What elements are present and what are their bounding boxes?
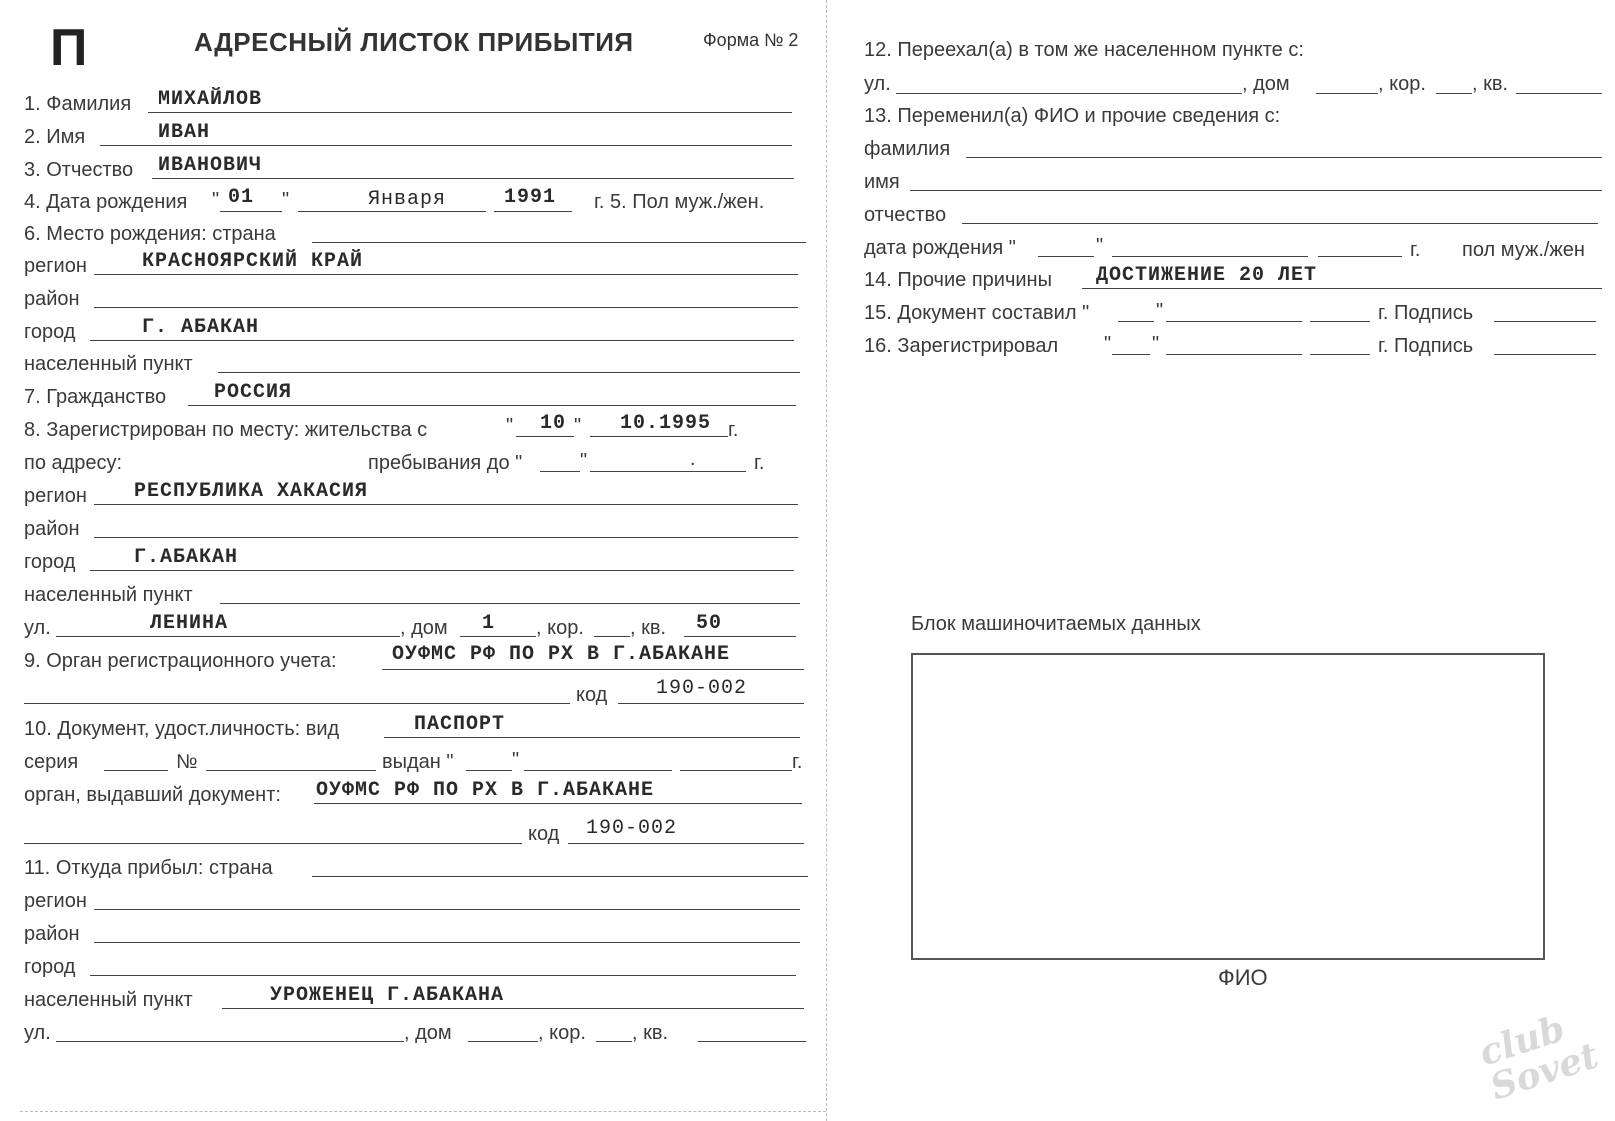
birth-city-value[interactable]: Г. АБАКАН <box>142 316 260 339</box>
arrived-region-label: регион <box>24 890 87 912</box>
arrived-settlement-value[interactable]: УРОЖЕНЕЦ Г.АБАКАНА <box>270 984 505 1007</box>
moved-street-label: ул. <box>864 73 891 95</box>
dob-quote-close: " <box>282 189 290 211</box>
machine-readable-box <box>911 653 1545 960</box>
reg-street-underline <box>56 636 400 637</box>
reg-settlement-label: населенный пункт <box>24 584 193 606</box>
dob-year-value[interactable]: 1991 <box>504 186 557 209</box>
id-issued-year-underline <box>680 770 792 771</box>
changed-dob-year-underline <box>1318 256 1402 257</box>
stay-quote-close: " <box>580 450 588 472</box>
changed-dob-label: дата рождения " <box>864 237 1016 259</box>
patronymic-value[interactable]: ИВАНОВИЧ <box>158 154 263 177</box>
birth-city-underline <box>90 340 794 341</box>
reg-region-value[interactable]: РЕСПУБЛИКА ХАКАСИЯ <box>134 480 369 503</box>
stay-day-underline <box>540 471 580 472</box>
changed-patronymic-underline <box>962 223 1598 224</box>
moved-house-underline <box>1316 93 1378 94</box>
other-reasons-underline <box>1082 288 1602 289</box>
dob-label: 4. Дата рождения <box>24 191 188 213</box>
patronymic-underline <box>152 178 794 179</box>
arrived-settlement-underline <box>222 1008 804 1009</box>
reg-authority-line2 <box>24 703 570 704</box>
reg-house-underline <box>460 636 536 637</box>
id-series-underline <box>104 770 168 771</box>
dob-quote-open: " <box>212 189 220 211</box>
id-issued-label: выдан " <box>382 751 454 773</box>
birth-region-label: регион <box>24 255 87 277</box>
compiled-day-underline <box>1118 321 1154 322</box>
registrar-year-underline <box>1310 354 1370 355</box>
watermark-logo: club Sovet <box>1474 1007 1604 1109</box>
arrived-corp-label: , кор. <box>538 1022 586 1044</box>
arrived-city-underline <box>90 975 796 976</box>
changed-sex-label: пол муж./жен <box>1462 239 1585 261</box>
reg-code-value[interactable]: 190-002 <box>656 677 748 700</box>
dob-day-value[interactable]: 01 <box>228 186 255 209</box>
arrived-settlement-label: населенный пункт <box>24 989 193 1011</box>
arrived-apt-label: , кв. <box>632 1022 669 1044</box>
arrived-district-underline <box>94 942 800 943</box>
arrived-city-label: город <box>24 956 76 978</box>
citizenship-value[interactable]: РОССИЯ <box>214 381 293 404</box>
reg-street-value[interactable]: ЛЕНИНА <box>150 612 229 635</box>
moved-corp-underline <box>1436 93 1472 94</box>
compiled-year-underline <box>1310 321 1370 322</box>
id-organ-label: орган, выдавший документ: <box>24 784 281 806</box>
id-issued-year-suffix: г. <box>792 751 803 773</box>
name-value[interactable]: ИВАН <box>158 121 211 144</box>
reg-corp-label: , кор. <box>536 617 584 639</box>
moved-apt-underline <box>1516 93 1602 94</box>
arrived-region-underline <box>94 909 800 910</box>
id-kind-underline <box>384 737 800 738</box>
fold-line <box>826 0 827 1121</box>
changed-patronymic-label: отчество <box>864 204 947 226</box>
reg-apt-label: , кв. <box>630 617 667 639</box>
compiled-month-underline <box>1166 321 1302 322</box>
registrar-signature-underline[interactable] <box>1494 354 1596 355</box>
reg-city-label: город <box>24 551 76 573</box>
reg-authority-underline <box>382 669 804 670</box>
reg-region-label: регион <box>24 485 87 507</box>
id-code-underline <box>568 843 804 844</box>
reg-code-underline <box>618 703 804 704</box>
reg-house-label: , дом <box>400 617 448 639</box>
compiled-quote: " <box>1156 300 1164 322</box>
birthplace-label: 6. Место рождения: страна <box>24 223 276 245</box>
id-code-value[interactable]: 190-002 <box>586 817 678 840</box>
compiled-label: 15. Документ составил " <box>864 302 1090 324</box>
reg-district-label: район <box>24 518 80 540</box>
dob-tail-sex-label: г. 5. Пол муж./жен. <box>594 191 765 213</box>
patronymic-label: 3. Отчество <box>24 159 134 181</box>
form-title: АДРЕСНЫЙ ЛИСТОК ПРИБЫТИЯ <box>194 27 634 57</box>
address-label: по адресу: <box>24 452 123 474</box>
citizenship-label: 7. Гражданство <box>24 386 167 408</box>
birth-region-underline <box>94 274 798 275</box>
id-doc-label: 10. Документ, удост.личность: вид <box>24 718 340 740</box>
birthplace-country-underline <box>312 242 806 243</box>
registrar-quote-close: " <box>1152 333 1160 355</box>
reg-settlement-underline <box>220 603 800 604</box>
reg-date-underline <box>590 436 728 437</box>
stay-year-suffix: г. <box>754 452 765 474</box>
form-letter: П <box>50 19 88 77</box>
surname-value[interactable]: МИХАЙЛОВ <box>158 88 263 111</box>
id-issued-quote: " <box>512 749 520 771</box>
dob-month-value[interactable]: Января <box>368 188 447 211</box>
changed-name-label: имя <box>864 171 900 193</box>
dob-day-underline <box>220 211 282 212</box>
moved-street-underline <box>896 93 1242 94</box>
arrived-corp-underline <box>596 1041 632 1042</box>
registrar-day-underline <box>1112 354 1150 355</box>
reg-corp-underline <box>594 636 630 637</box>
other-reasons-value[interactable]: ДОСТИЖЕНИЕ 20 ЛЕТ <box>1096 264 1318 287</box>
reg-day-underline <box>516 436 574 437</box>
moved-apt-label: , кв. <box>1472 73 1509 95</box>
reg-city-value[interactable]: Г.АБАКАН <box>134 546 239 569</box>
name-underline <box>100 145 792 146</box>
birth-district-underline <box>94 307 798 308</box>
reg-date-value[interactable]: 10.1995 <box>620 412 712 435</box>
reg-year-suffix: г. <box>728 419 739 441</box>
registrar-quote-open: " <box>1104 333 1112 355</box>
reg-quote-close: " <box>574 415 582 437</box>
arrived-house-underline <box>468 1041 538 1042</box>
id-organ-line2 <box>24 843 522 844</box>
id-number-label: № <box>176 751 198 773</box>
arrived-country-underline <box>312 876 808 877</box>
surname-underline <box>148 112 792 113</box>
registrar-month-underline <box>1166 354 1302 355</box>
moved-label: 12. Переехал(а) в том же населенном пункте с: <box>864 39 1304 61</box>
machine-fio-label: ФИО <box>1218 965 1268 990</box>
citizenship-underline <box>188 405 796 406</box>
reg-region-underline <box>94 504 798 505</box>
arrived-street-label: ул. <box>24 1022 51 1044</box>
birth-district-label: район <box>24 288 80 310</box>
dob-year-underline <box>494 211 572 212</box>
changed-dob-year-suffix: г. <box>1410 239 1421 261</box>
changed-dob-month-underline <box>1112 256 1308 257</box>
reg-authority-value[interactable]: ОУФМС РФ ПО РХ В Г.АБАКАНЕ <box>392 643 731 666</box>
arrived-apt-underline <box>698 1041 806 1042</box>
id-number-underline <box>206 770 376 771</box>
id-code-label: код <box>528 823 560 845</box>
reg-apt-underline <box>684 636 796 637</box>
birth-settlement-label: населенный пункт <box>24 353 193 375</box>
reg-house-value[interactable]: 1 <box>482 612 496 635</box>
stay-date-underline <box>590 471 746 472</box>
name-label: 2. Имя <box>24 126 86 148</box>
id-organ-value[interactable]: ОУФМС РФ ПО РХ В Г.АБАКАНЕ <box>316 779 655 802</box>
reg-apt-value[interactable]: 50 <box>696 612 723 635</box>
reg-day-value[interactable]: 10 <box>540 412 567 435</box>
id-kind-value[interactable]: ПАСПОРТ <box>414 713 506 736</box>
surname-label: 1. Фамилия <box>24 93 132 115</box>
registered-label: 8. Зарегистрирован по месту: жительства с <box>24 419 428 441</box>
stay-date-dot: . <box>690 448 696 470</box>
arrived-district-label: район <box>24 923 80 945</box>
changed-name-underline <box>910 190 1602 191</box>
reg-city-underline <box>90 570 794 571</box>
form-number: Форма № 2 <box>703 30 799 50</box>
machine-block-label: Блок машиночитаемых данных <box>911 613 1201 635</box>
arrived-from-label: 11. Откуда прибыл: страна <box>24 857 273 879</box>
changed-dob-quote: " <box>1096 235 1104 257</box>
cut-line <box>20 1111 826 1112</box>
reg-code-label: код <box>576 684 608 706</box>
changed-surname-label: фамилия <box>864 138 951 160</box>
changed-dob-day-underline <box>1038 256 1094 257</box>
compiled-signature-label: г. Подпись <box>1378 302 1474 324</box>
registrar-signature-label: г. Подпись <box>1378 335 1474 357</box>
compiled-signature-underline[interactable] <box>1494 321 1596 322</box>
id-series-label: серия <box>24 751 79 773</box>
reg-street-label: ул. <box>24 617 51 639</box>
id-organ-underline <box>314 803 802 804</box>
birth-region-value[interactable]: КРАСНОЯРСКИЙ КРАЙ <box>142 250 364 273</box>
other-reasons-label: 14. Прочие причины <box>864 269 1052 291</box>
arrived-street-underline <box>56 1041 404 1042</box>
moved-house-label: , дом <box>1242 73 1290 95</box>
stay-until-label: пребывания до " <box>368 452 523 474</box>
id-issued-month-underline <box>524 770 672 771</box>
birth-city-label: город <box>24 321 76 343</box>
reg-authority-label: 9. Орган регистрационного учета: <box>24 650 337 672</box>
moved-corp-label: , кор. <box>1378 73 1426 95</box>
changed-label: 13. Переменил(а) ФИО и прочие сведения с: <box>864 105 1281 127</box>
id-issued-day-underline <box>466 770 512 771</box>
changed-surname-underline <box>966 157 1602 158</box>
arrived-house-label: , дом <box>404 1022 452 1044</box>
reg-district-underline <box>94 537 798 538</box>
reg-quote-open: " <box>506 415 514 437</box>
birth-settlement-underline <box>218 372 800 373</box>
registrar-label: 16. Зарегистрировал <box>864 335 1059 357</box>
